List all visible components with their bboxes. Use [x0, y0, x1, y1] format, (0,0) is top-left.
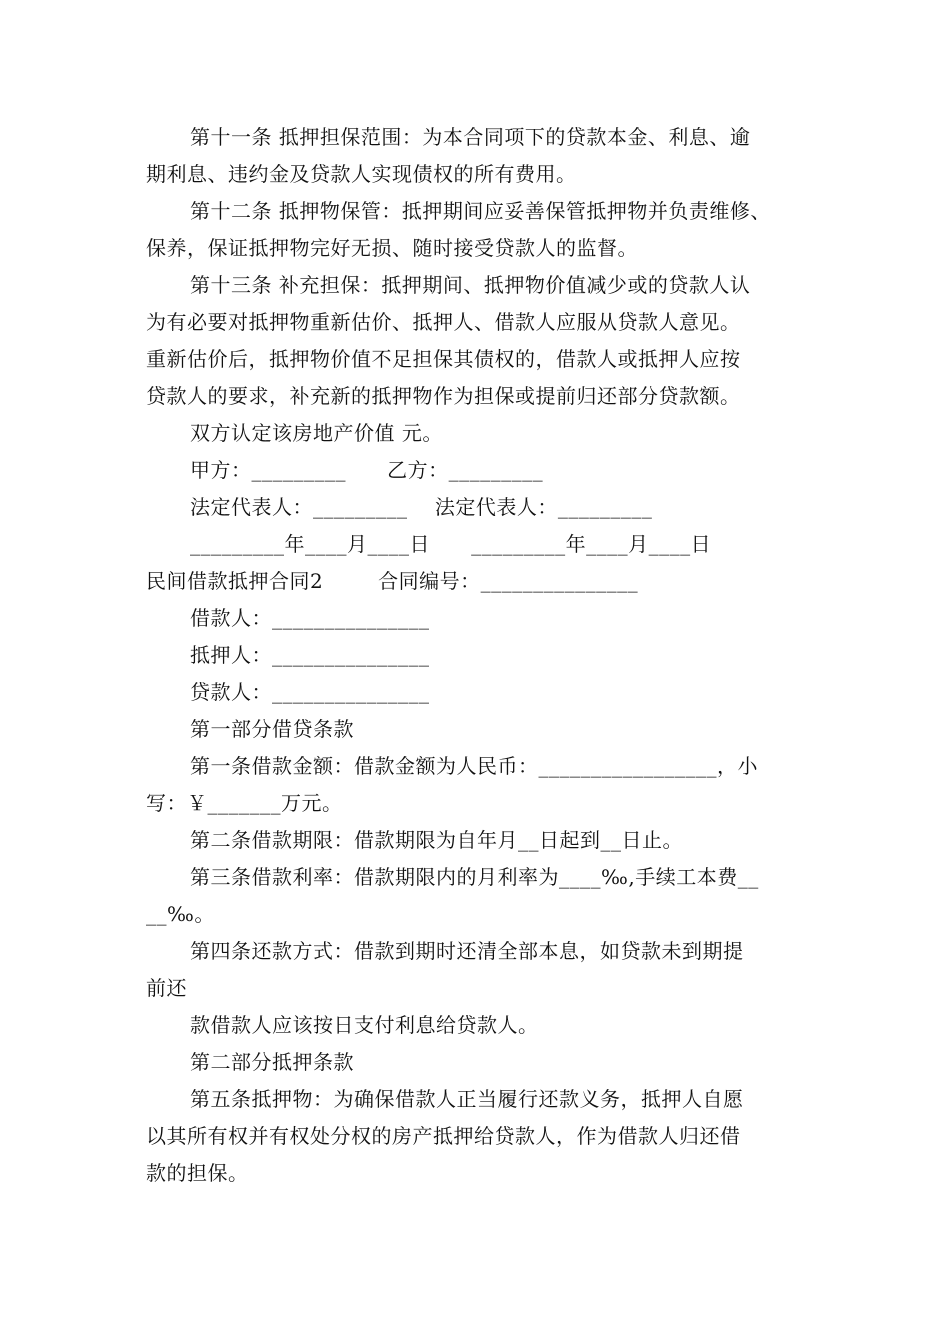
party-signature-line: 甲方：_________ 乙方：_________ — [190, 458, 544, 482]
article-4-line-2: 前还 — [146, 976, 187, 1000]
article-1-line-1: 第一条借款金额：借款金额为人民币：_________________，小 — [190, 754, 758, 778]
clause-12-line-2: 保养，保证抵押物完好无损、随时接受贷款人的监督。 — [146, 236, 638, 260]
clause-11-line-1: 第十一条 抵押担保范围：为本合同项下的贷款本金、利息、逾 — [190, 125, 751, 149]
property-value-line: 双方认定该房地产价值 元。 — [190, 421, 443, 445]
article-4-line-3: 款借款人应该按日支付利息给贷款人。 — [190, 1013, 539, 1037]
article-3-line-1: 第三条借款利率：借款期限内的月利率为____‰,手续工本费__ — [190, 865, 759, 889]
part-2-heading: 第二部分抵押条款 — [190, 1050, 354, 1074]
article-4-line-1: 第四条还款方式：借款到期时还清全部本息，如贷款未到期提 — [190, 939, 744, 963]
article-5-line-2: 以其所有权并有权处分权的房产抵押给贷款人，作为借款人归还借 — [146, 1124, 741, 1148]
legal-representative-line: 法定代表人：_________ 法定代表人：_________ — [190, 495, 653, 519]
date-line: _________年____月____日 _________年____月____日 — [190, 532, 712, 556]
article-5-line-3: 款的担保。 — [146, 1161, 249, 1185]
lender-line: 贷款人：_______________ — [190, 680, 430, 704]
clause-13-line-4: 贷款人的要求，补充新的抵押物作为担保或提前归还部分贷款额。 — [146, 384, 741, 408]
clause-13-line-3: 重新估价后，抵押物价值不足担保其债权的，借款人或抵押人应按 — [146, 347, 741, 371]
article-3-line-2: __‰。 — [146, 902, 215, 926]
article-1-line-2: 写：￥_______万元。 — [146, 791, 343, 815]
part-1-heading: 第一部分借贷条款 — [190, 717, 354, 741]
article-2-line: 第二条借款期限：借款期限为自年月__日起到__日止。 — [190, 828, 683, 852]
article-5-line-1: 第五条抵押物：为确保借款人正当履行还款义务，抵押人自愿 — [190, 1087, 744, 1111]
clause-13-line-1: 第十三条 补充担保：抵押期间、抵押物价值减少或的贷款人认 — [190, 273, 751, 297]
clause-13-line-2: 为有必要对抵押物重新估价、抵押人、借款人应服从贷款人意见。 — [146, 310, 741, 334]
contract-2-heading: 民间借款抵押合同2 合同编号：_______________ — [146, 569, 639, 593]
borrower-line: 借款人：_______________ — [190, 606, 430, 630]
clause-12-line-1: 第十二条 抵押物保管：抵押期间应妥善保管抵押物并负责维修、 — [190, 199, 771, 223]
clause-11-line-2: 期利息、违约金及贷款人实现债权的所有费用。 — [146, 162, 577, 186]
mortgagor-line: 抵押人：_______________ — [190, 643, 430, 667]
